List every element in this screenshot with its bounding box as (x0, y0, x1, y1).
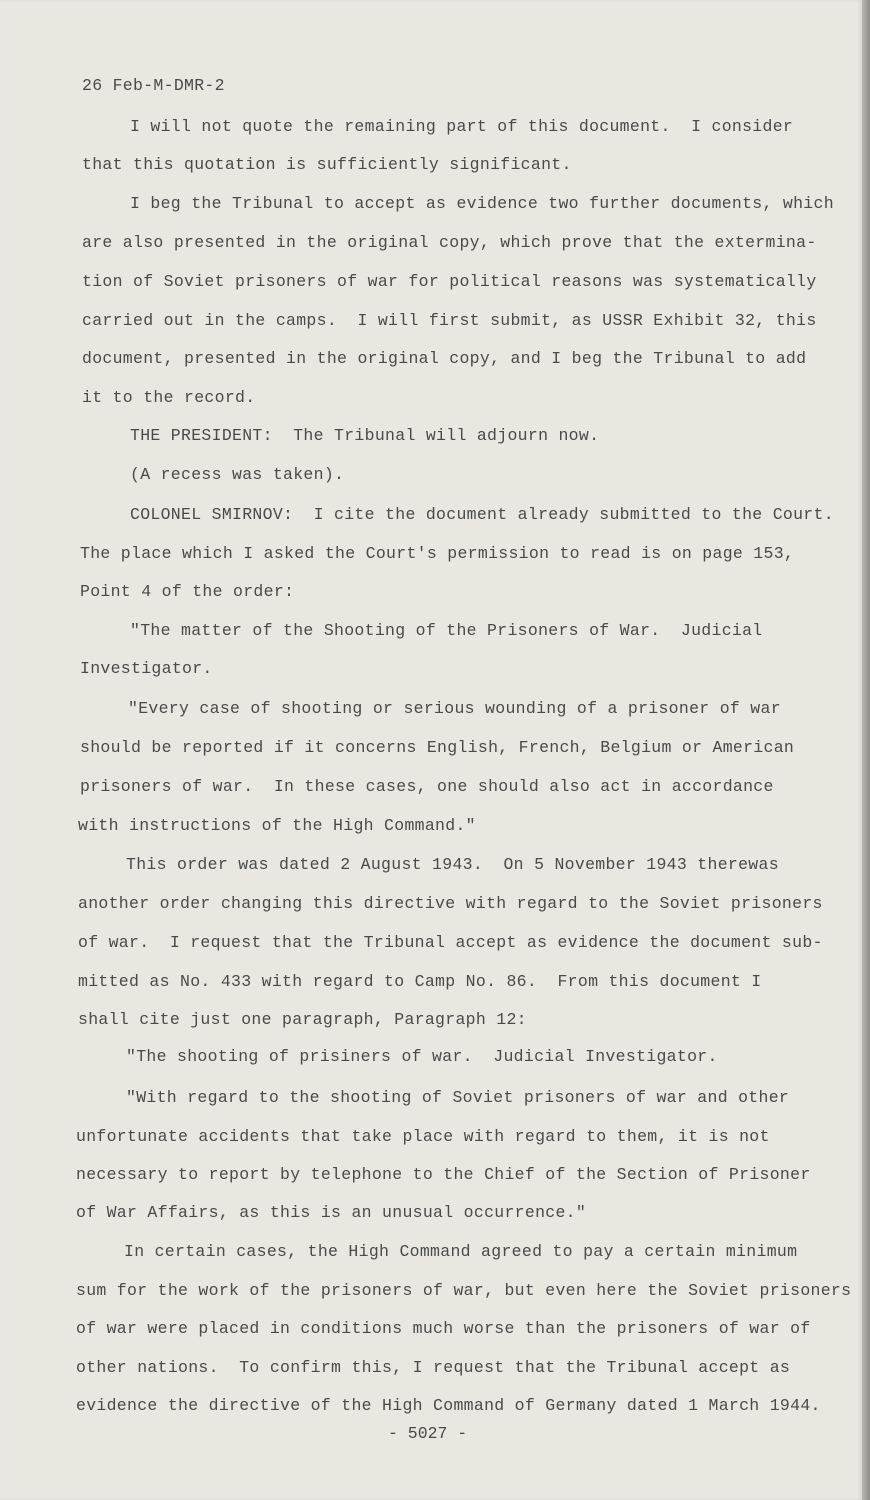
text-line: of war. I request that the Tribunal accept as evidence the document sub- (78, 933, 823, 952)
text-line: "The shooting of prisiners of war. Judicial Investigator. (126, 1047, 718, 1066)
text-line: of War Affairs, as this is an unusual occurrence." (76, 1203, 587, 1222)
text-line: "The matter of the Shooting of the Prisoners of War. Judicial (130, 621, 763, 640)
text-line: that this quotation is sufficiently significant. (82, 155, 572, 174)
text-line: of war were placed in conditions much worse than the prisoners of war of (76, 1319, 811, 1338)
text-line: "With regard to the shooting of Soviet prisoners of war and other (126, 1088, 790, 1107)
text-line: prisoners of war. In these cases, one should also act in accordance (80, 777, 774, 796)
page-number: - 5027 - (388, 1424, 468, 1443)
text-line: In certain cases, the High Command agreed to pay a certain minimum (124, 1242, 798, 1261)
text-line: unfortunate accidents that take place with regard to them, it is not (76, 1127, 770, 1146)
text-line: Point 4 of the order: (80, 582, 295, 601)
text-line: evidence the directive of the High Command of Germany dated 1 March 1944. (76, 1396, 821, 1415)
text-line: document, presented in the original copy, and I beg the Tribunal to add (82, 349, 807, 368)
text-line: I beg the Tribunal to accept as evidence two further documents, which (130, 194, 834, 213)
text-line: THE PRESIDENT: The Tribunal will adjourn now. (130, 426, 600, 445)
text-line: The place which I asked the Court's permission to read is on page 153, (80, 544, 795, 563)
text-line: This order was dated 2 August 1943. On 5 November 1943 therewas (126, 855, 779, 874)
text-line: Investigator. (80, 659, 213, 678)
text-line: "Every case of shooting or serious wounding of a prisoner of war (128, 699, 781, 718)
text-line: necessary to report by telephone to the Chief of the Section of Prisoner (76, 1165, 811, 1184)
header-ref: 26 Feb-M-DMR-2 (82, 76, 225, 95)
text-line: carried out in the camps. I will first submit, as USSR Exhibit 32, this (82, 311, 817, 330)
text-line: should be reported if it concerns English, French, Belgium or American (80, 738, 795, 757)
text-line: are also presented in the original copy, which prove that the extermina- (82, 233, 817, 252)
text-line: with instructions of the High Command." (78, 816, 476, 835)
text-line: mitted as No. 433 with regard to Camp No. 86. From this document I (78, 972, 762, 991)
text-line: it to the record. (82, 388, 256, 407)
text-line: sum for the work of the prisoners of war, but even here the Soviet prisoners (76, 1281, 852, 1300)
text-line: I will not quote the remaining part of this document. I consider (130, 117, 794, 136)
text-line: other nations. To confirm this, I request that the Tribunal accept as (76, 1358, 791, 1377)
text-line: shall cite just one paragraph, Paragraph 12: (78, 1010, 527, 1029)
page-edge (862, 0, 870, 1500)
text-line: tion of Soviet prisoners of war for political reasons was systematically (82, 272, 817, 291)
text-line: another order changing this directive with regard to the Soviet prisoners (78, 894, 823, 913)
text-line: (A recess was taken). (130, 465, 345, 484)
text-line: COLONEL SMIRNOV: I cite the document already submitted to the Court. (130, 505, 834, 524)
